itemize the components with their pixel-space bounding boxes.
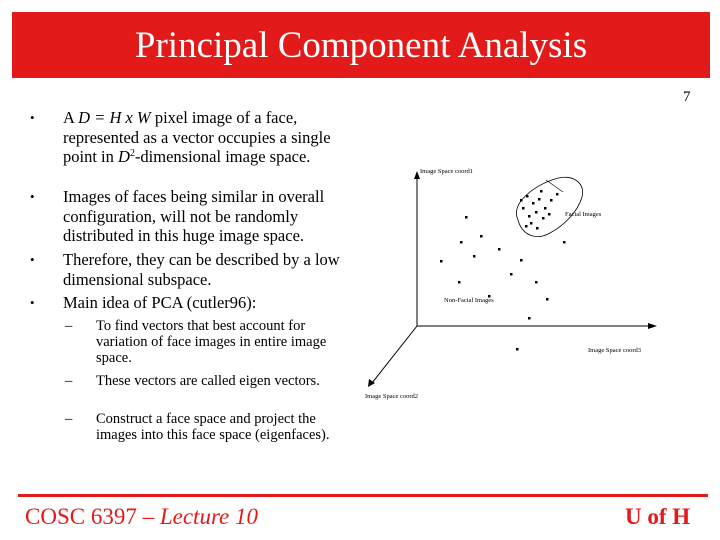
data-point [458,281,461,284]
data-point [544,207,547,210]
data-point [465,216,468,219]
facial-cluster-outline [516,177,582,236]
non-facial-points [440,216,566,351]
region-label-non-facial: Non-Facial Images [444,297,494,304]
axis-arrow-right-icon [648,323,657,329]
data-point [530,222,533,225]
data-point [473,255,476,258]
bullet-text: Main idea of PCA (cutler96): [63,293,257,312]
bullet-icon: • [30,110,35,125]
axis-label-coord2: Image Space coord2 [365,393,419,400]
bullet-icon: • [30,295,35,310]
dash-icon: – [65,411,73,427]
data-point [440,260,443,263]
title-bar [12,12,710,78]
sub-bullet-text: Construct a face space and project the images into this face space (eigenfaces). [96,411,330,443]
data-point [546,298,549,301]
data-point [522,207,525,210]
dash-icon: – [65,318,73,334]
image-space-diagram [360,155,710,405]
slide-title: Principal Component Analysis [134,25,588,66]
data-point [480,235,483,238]
footer-lecture: Lecture 10 [159,504,258,529]
axis-label-coord1: Image Space coord1 [420,168,474,175]
data-point [556,193,559,196]
data-point [535,281,538,284]
bullet-icon: • [30,189,35,204]
axis-label-coord3: Image Space coord3 [588,347,642,354]
data-point [498,248,501,251]
axis-coord2 [372,326,417,383]
data-point [516,348,519,351]
formula-exponent: 2 [129,148,135,160]
data-point [528,317,531,320]
data-point [532,202,535,205]
region-label-facial: Facial Images [565,211,602,218]
data-point [520,199,523,202]
data-point [538,198,541,201]
footer-divider [18,494,708,497]
data-point [528,215,531,218]
bullet-icon: • [30,252,35,267]
data-point [548,213,551,216]
data-point [542,217,545,220]
data-point [510,273,513,276]
formula: D = H x W [78,108,151,127]
sub-bullet-text: To find vectors that best account for variation of face images in entire image space. [96,318,327,366]
data-point [536,227,539,230]
data-point [460,241,463,244]
footer-organization: U of H [625,504,691,529]
bullet-text: Therefore, they can be described by a low dimensional subspace. [63,250,340,289]
bullet-text: Images of faces being similar in overall configuration, will not be randomly distributed in this huge image space. [63,187,325,246]
formula-base: D [118,147,130,167]
data-point [550,199,553,202]
cluster-guide-line [546,180,563,192]
dash-icon: – [65,373,73,389]
data-point [535,211,538,214]
data-point [540,190,543,193]
data-point [525,225,528,228]
data-point [520,259,523,262]
data-point [563,241,566,244]
page-number: 7 [683,89,691,105]
footer-course: COSC 6397 – Lecture 10 [25,504,258,529]
sub-bullet-text: These vectors are called eigen vectors. [96,373,320,389]
bullet-text: A D = H x W pixel image of a face, represented as a vector occupies a single point in $D^2$-dimensional image space. [63,108,331,167]
data-point [526,195,529,198]
